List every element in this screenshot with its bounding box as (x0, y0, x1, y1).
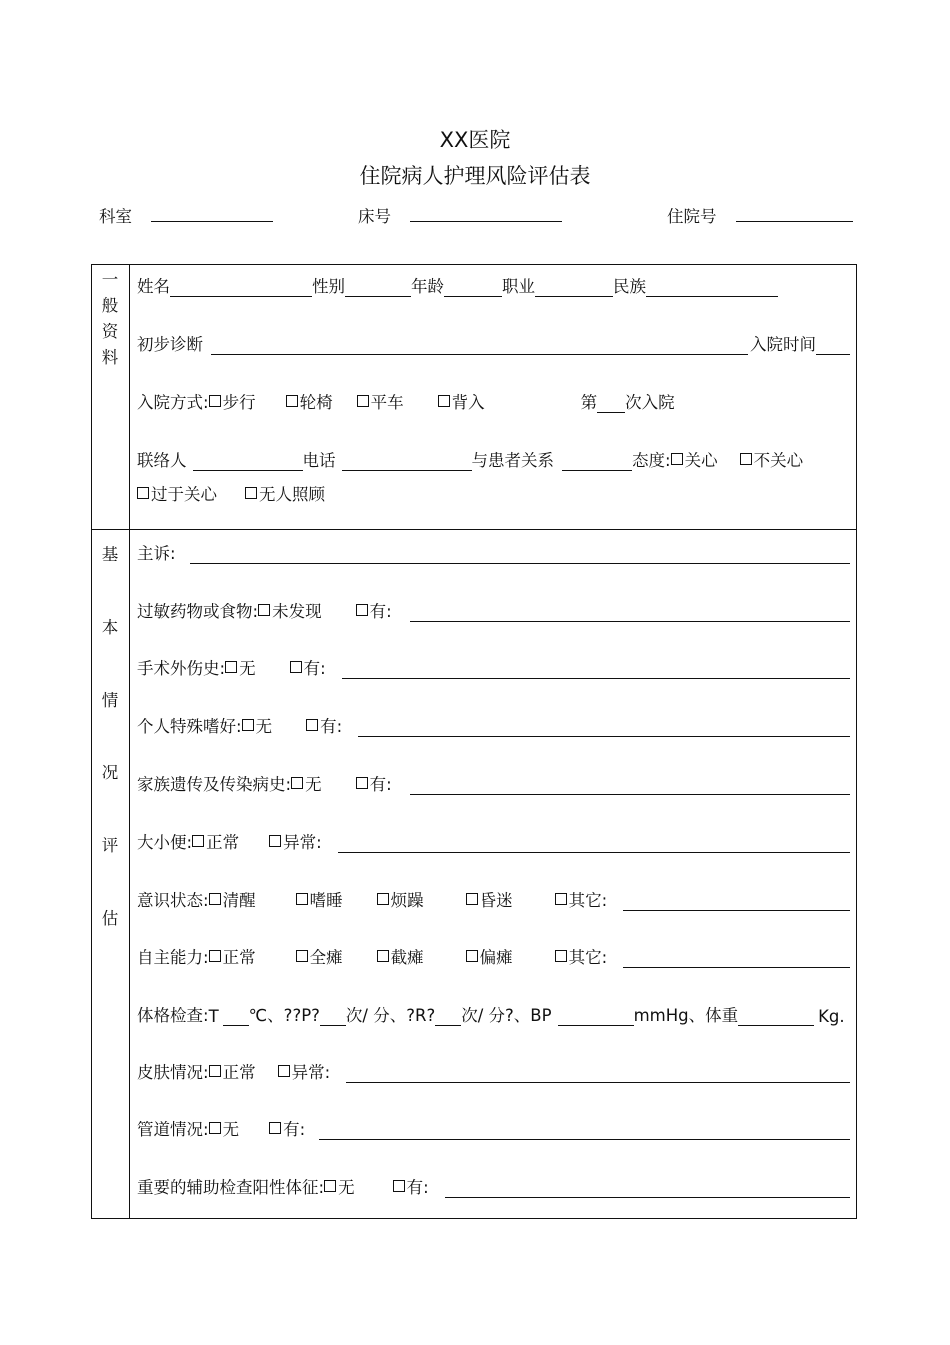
admit-option-walk[interactable] (209, 389, 256, 413)
surgery-none-option[interactable] (225, 655, 256, 679)
basic-info-row (137, 273, 850, 297)
surgery-row (137, 655, 850, 679)
option-label: 烦躁 (390, 891, 424, 910)
skin-label: 皮肤情况: (137, 1063, 209, 1082)
age-input[interactable] (444, 278, 502, 297)
family-history-label: 家族遗传及传染病史: (137, 775, 292, 794)
occupation-label: 职业 (502, 277, 535, 296)
habits-row (137, 713, 850, 737)
admission-no-label: 住院号 (667, 207, 717, 226)
option-label: 有: (283, 1120, 306, 1139)
exam-bp-label: 次/ 分?、BP (461, 1006, 552, 1025)
checkbox[interactable] (278, 1065, 290, 1077)
checkbox[interactable] (438, 395, 450, 407)
tube-none-option[interactable] (209, 1116, 240, 1140)
nth-suffix: 次入院 (625, 393, 675, 412)
checkbox[interactable] (324, 1180, 336, 1192)
complaint-label: 主诉: (137, 544, 176, 563)
habits-label: 个人特殊嗜好: (137, 717, 242, 736)
option-label: 未发现 (272, 602, 322, 621)
attitude-label: 态度: (632, 451, 671, 470)
department-input[interactable] (151, 205, 273, 222)
selfcare-option[interactable] (377, 944, 424, 968)
side-char: 本 (101, 617, 119, 637)
department-field (99, 203, 273, 227)
basic-assessment-section (91, 529, 857, 1219)
contact-label: 联络人 (137, 451, 187, 470)
form-title: 住院病人护理风险评估表 (359, 164, 591, 188)
relation-input[interactable] (562, 452, 632, 471)
checkbox[interactable] (296, 893, 308, 905)
contact-input[interactable] (193, 452, 303, 471)
allergy-input[interactable] (410, 603, 850, 622)
option-label: 有: (320, 717, 343, 736)
option-label: 昏迷 (479, 891, 513, 910)
habits-input[interactable] (358, 718, 850, 737)
attitude-option-nocare[interactable] (740, 447, 804, 471)
selfcare-option[interactable] (209, 944, 256, 968)
positive-signs-row (137, 1174, 850, 1198)
attitude-row-2 (137, 481, 850, 505)
checkbox[interactable] (296, 950, 308, 962)
phone-label: 电话 (302, 451, 336, 470)
exam-weight-label: mmHg、体重 (633, 1006, 739, 1025)
age-label: 年龄 (411, 277, 444, 296)
excretion-row (137, 829, 850, 853)
side-char: 资 (101, 322, 119, 341)
option-label: 步行 (222, 393, 256, 412)
side-char: 情 (101, 690, 119, 710)
tube-label: 管道情况: (137, 1120, 209, 1139)
name-input[interactable] (170, 278, 312, 297)
exam-label: 体格检查: (137, 1006, 209, 1025)
side-char: 一 (101, 270, 119, 289)
occupation-input[interactable] (535, 278, 613, 297)
habits-yes-option[interactable] (306, 713, 342, 737)
skin-abnormal-option[interactable] (278, 1059, 331, 1083)
option-label: 有: (303, 659, 326, 678)
side-char: 般 (101, 296, 119, 315)
allergy-label: 过敏药物或食物: (137, 602, 259, 621)
weight-input[interactable] (738, 1007, 814, 1026)
allergy-none-option[interactable] (258, 598, 322, 622)
checkbox[interactable] (740, 453, 752, 465)
option-label: 无 (255, 717, 273, 736)
checkbox[interactable] (192, 835, 204, 847)
admit-time-label: 入院时间 (750, 335, 816, 354)
positive-signs-label: 重要的辅助检查阳性体征: (137, 1178, 325, 1197)
option-label: 异常: (283, 833, 322, 852)
consciousness-label: 意识状态: (137, 891, 209, 910)
selfcare-label: 自主能力: (137, 948, 209, 967)
ethnicity-input[interactable] (646, 278, 778, 297)
side-char: 基 (101, 545, 119, 564)
excretion-input[interactable] (338, 834, 850, 853)
nth-admission-input[interactable] (597, 394, 625, 413)
selfcare-option-other[interactable] (555, 944, 608, 968)
family-yes-option[interactable] (356, 771, 392, 795)
consciousness-option[interactable] (377, 887, 424, 911)
option-label: 无 (222, 1120, 240, 1139)
checkbox[interactable] (209, 1122, 221, 1134)
option-label: 无人照顾 (259, 485, 325, 504)
checkbox[interactable] (466, 893, 478, 905)
side-char: 估 (101, 908, 119, 928)
allergy-row (137, 598, 850, 622)
signs-none-option[interactable] (324, 1174, 355, 1198)
option-label: 无 (239, 659, 256, 678)
consciousness-option[interactable] (466, 887, 513, 911)
checkbox[interactable] (356, 604, 368, 616)
option-label: 背入 (451, 393, 485, 412)
habits-none-option[interactable] (242, 713, 273, 737)
admit-time-input[interactable] (816, 336, 850, 355)
checkbox[interactable] (306, 719, 318, 731)
nth-prefix: 第 (580, 393, 598, 412)
respiration-input[interactable] (435, 1007, 461, 1026)
blood-pressure-input[interactable] (558, 1007, 634, 1026)
admit-mode-label: 入院方式: (137, 393, 209, 412)
checkbox[interactable] (377, 893, 389, 905)
consciousness-row (137, 887, 850, 911)
basic-assessment-side-label (92, 542, 128, 979)
checkbox[interactable] (357, 395, 369, 407)
excretion-abnormal-option[interactable] (269, 829, 322, 853)
option-label: 正常 (222, 948, 256, 967)
phone-input[interactable] (342, 452, 472, 471)
complaint-row (137, 540, 850, 564)
checkbox[interactable] (269, 835, 281, 847)
family-history-input[interactable] (410, 776, 850, 795)
hospital-name: XX医院 (439, 128, 511, 152)
diagnosis-label: 初步诊断 (137, 335, 203, 354)
exam-kg-unit: Kg. (818, 1007, 845, 1026)
tube-yes-option[interactable] (269, 1116, 305, 1140)
temperature-input[interactable] (223, 1007, 249, 1026)
selfcare-option[interactable] (466, 944, 513, 968)
admit-option-wheelchair[interactable] (286, 389, 333, 413)
skin-normal-option[interactable] (209, 1059, 256, 1083)
bed-label: 床号 (358, 207, 391, 226)
attitude-option-care[interactable] (671, 447, 718, 471)
exam-resp-label: 次/ 分、?R? (345, 1006, 436, 1025)
consciousness-option-other[interactable] (555, 887, 608, 911)
option-label: 关心 (684, 451, 718, 470)
checkbox[interactable] (377, 950, 389, 962)
exam-pulse-label: ℃、??P? (248, 1006, 320, 1025)
checkbox[interactable] (555, 893, 567, 905)
side-char: 料 (101, 348, 119, 367)
gender-input[interactable] (345, 278, 411, 297)
selfcare-row (137, 944, 850, 968)
checkbox[interactable] (245, 487, 257, 499)
option-label: 正常 (206, 833, 240, 852)
checkbox[interactable] (209, 395, 221, 407)
checkbox[interactable] (209, 1065, 221, 1077)
admit-mode-row (137, 389, 850, 413)
option-label: 嗜睡 (309, 891, 343, 910)
selfcare-other-input[interactable] (623, 949, 850, 968)
option-label: 其它: (568, 948, 608, 967)
surgery-label: 手术外伤史: (137, 659, 226, 678)
excretion-normal-option[interactable] (192, 829, 239, 853)
checkbox[interactable] (286, 395, 298, 407)
side-char: 评 (101, 836, 119, 856)
positive-signs-input[interactable] (445, 1179, 850, 1198)
option-label: 全瘫 (309, 948, 343, 967)
checkbox[interactable] (290, 661, 302, 673)
tube-row (137, 1116, 850, 1140)
checkbox[interactable] (209, 893, 221, 905)
consciousness-other-input[interactable] (623, 892, 850, 911)
checkbox[interactable] (269, 1122, 281, 1134)
checkbox[interactable] (225, 661, 237, 673)
department-label: 科室 (99, 207, 132, 226)
family-history-row (137, 771, 850, 795)
option-label: 正常 (222, 1063, 256, 1082)
checkbox[interactable] (242, 719, 254, 731)
attitude-option-overcare[interactable] (137, 481, 217, 505)
bed-field (358, 203, 562, 227)
checkbox[interactable] (555, 950, 567, 962)
relation-label: 与患者关系 (471, 451, 554, 470)
option-label: 不关心 (753, 451, 804, 470)
tube-input[interactable] (319, 1121, 850, 1140)
option-label: 异常: (291, 1063, 331, 1082)
allergy-yes-option[interactable] (356, 598, 392, 622)
bed-input[interactable] (410, 205, 562, 222)
surgery-input[interactable] (342, 660, 850, 679)
option-label: 其它: (568, 891, 608, 910)
name-label: 姓名 (137, 277, 170, 296)
signs-yes-option[interactable] (393, 1174, 429, 1198)
family-none-option[interactable] (291, 771, 322, 795)
admission-no-input[interactable] (736, 205, 853, 222)
option-label: 偏瘫 (479, 948, 513, 967)
complaint-input[interactable] (190, 545, 850, 564)
pulse-input[interactable] (320, 1007, 346, 1026)
checkbox[interactable] (291, 777, 303, 789)
selfcare-option[interactable] (296, 944, 343, 968)
checkbox[interactable] (137, 487, 149, 499)
checkbox[interactable] (258, 604, 270, 616)
admit-option-stretcher[interactable] (357, 389, 404, 413)
basic-assessment-side (92, 530, 130, 1218)
surgery-yes-option[interactable] (290, 655, 326, 679)
contact-row (137, 447, 850, 471)
side-char: 况 (101, 763, 119, 783)
option-label: 有: (369, 775, 392, 794)
option-label: 平车 (370, 393, 404, 412)
diagnosis-input[interactable] (211, 336, 748, 355)
checkbox[interactable] (393, 1180, 405, 1192)
checkbox[interactable] (671, 453, 683, 465)
option-label: 清醒 (222, 891, 256, 910)
option-label: 有: (369, 602, 392, 621)
general-info-side-label (92, 267, 128, 371)
skin-input[interactable] (346, 1064, 850, 1083)
consciousness-option[interactable] (296, 887, 343, 911)
ethnicity-label: 民族 (613, 277, 646, 296)
admit-option-carried[interactable] (438, 389, 485, 413)
option-label: 无 (305, 775, 322, 794)
excretion-label: 大小便: (137, 833, 193, 852)
general-info-section (91, 264, 857, 530)
physical-exam-row (137, 1002, 854, 1026)
consciousness-option[interactable] (209, 887, 256, 911)
general-info-side (92, 265, 130, 529)
option-label: 有: (406, 1178, 429, 1197)
attitude-option-nobody[interactable] (245, 481, 325, 505)
diagnosis-row (137, 331, 850, 355)
checkbox[interactable] (466, 950, 478, 962)
admission-no-field (667, 203, 853, 227)
option-label: 过于关心 (151, 485, 217, 504)
checkbox[interactable] (209, 950, 221, 962)
skin-row (137, 1059, 850, 1083)
option-label: 截瘫 (390, 948, 424, 967)
exam-t-label: T (208, 1007, 219, 1026)
checkbox[interactable] (356, 777, 368, 789)
option-label: 轮椅 (299, 393, 333, 412)
gender-label: 性别 (312, 277, 345, 296)
option-label: 无 (338, 1178, 355, 1197)
